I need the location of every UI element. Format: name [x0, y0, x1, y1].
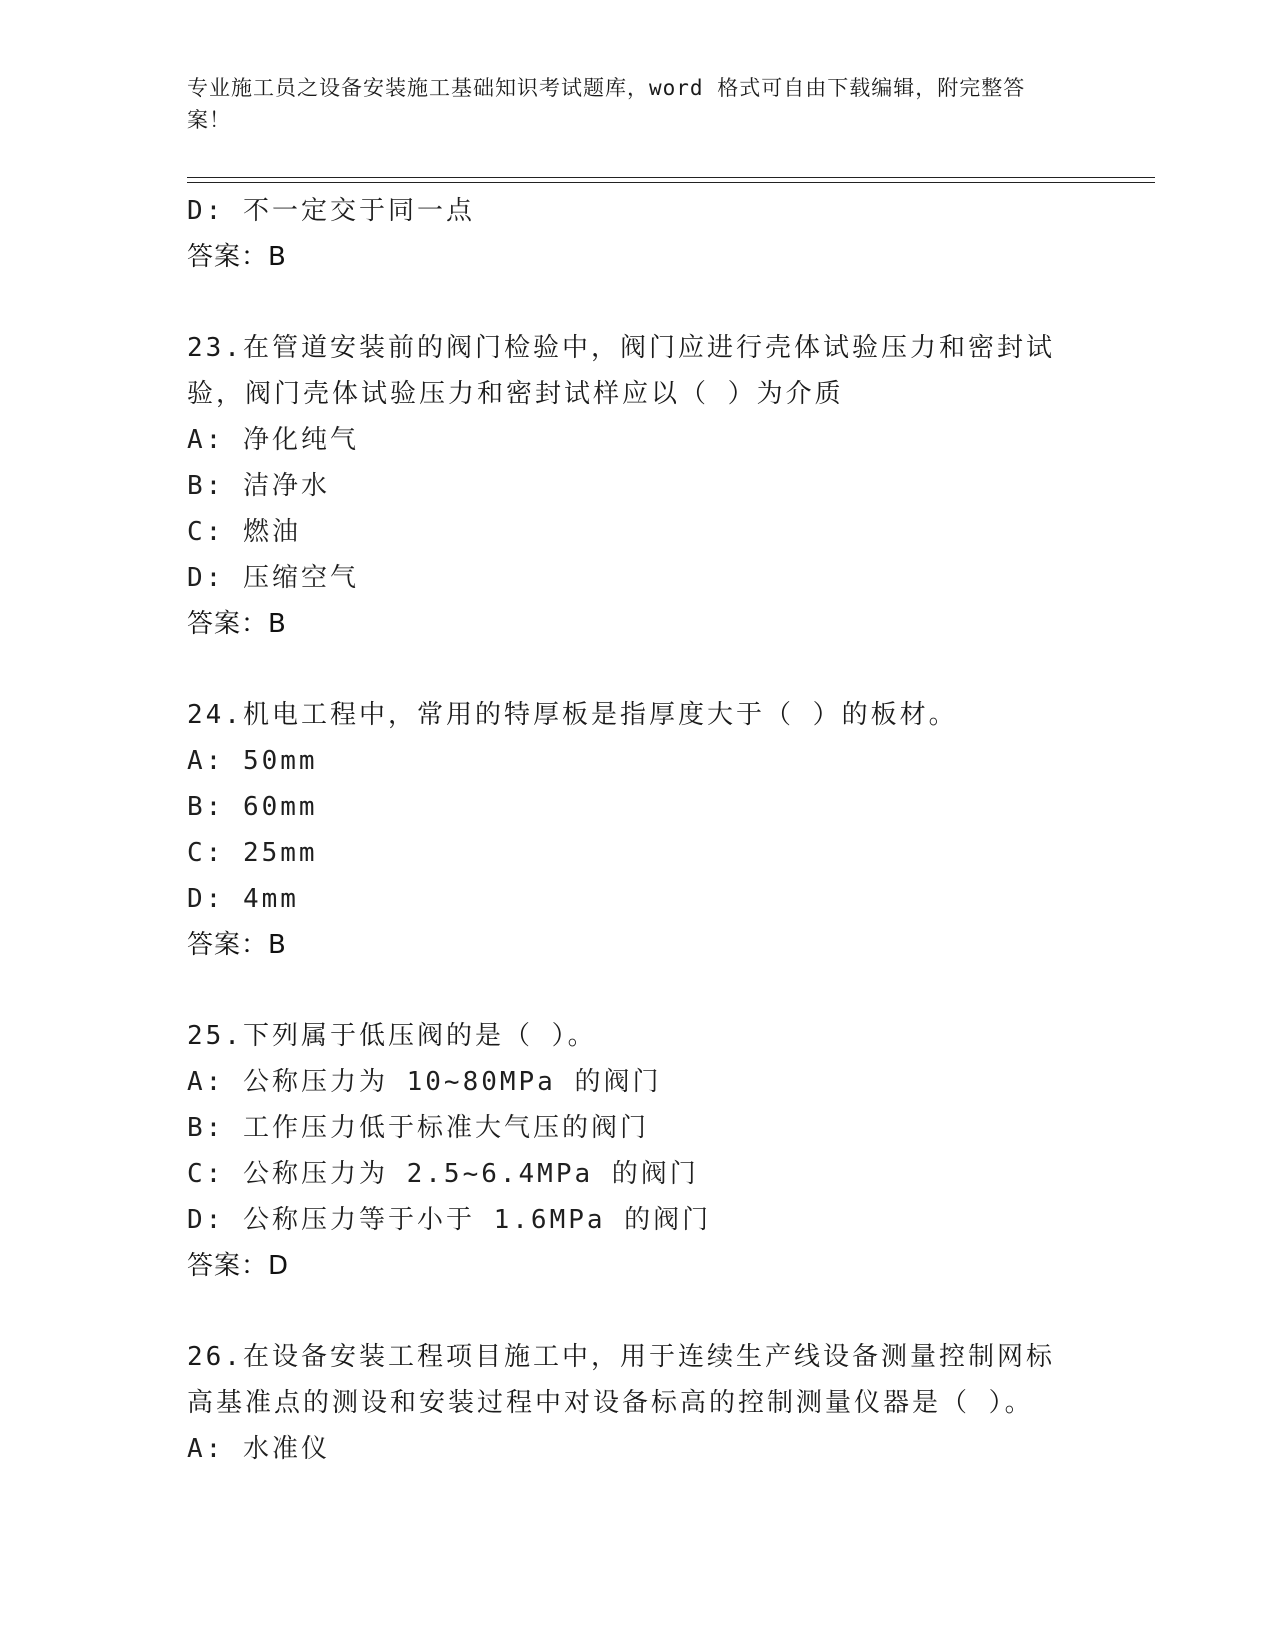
question-23-option-c: C: 燃油: [187, 517, 301, 547]
answer-line: 答案：B: [187, 242, 287, 272]
question-25-option-a: A: 公称压力为 10~80MPa 的阀门: [187, 1067, 662, 1097]
question-25-option-b: B: 工作压力低于标准大气压的阀门: [187, 1113, 649, 1143]
question-23-option-b: B: 洁净水: [187, 471, 330, 501]
question-23-option-a: A: 净化纯气: [187, 425, 359, 455]
question-25-text: 25.下列属于低压阀的是（ ）。: [187, 1021, 597, 1051]
question-26-text: 26.在设备安装工程项目施工中，用于连续生产线设备测量控制网标高基准点的测设和安装过程中对设备标高的控制测量仪器是（ ）。: [187, 1342, 1055, 1418]
question-24-option-a: A: 50mm: [187, 746, 318, 776]
header-divider-bottom: [187, 182, 1155, 183]
question-23-text: 23.在管道安装前的阀门检验中，阀门应进行壳体试验压力和密封试验，阀门壳体试验压力和密封试样应以（ ）为介质: [187, 333, 1055, 409]
question-23-answer: 答案：B: [187, 609, 287, 639]
question-25-option-d: D: 公称压力等于小于 1.6MPa 的阀门: [187, 1205, 712, 1235]
question-24-option-c: C: 25mm: [187, 838, 318, 868]
question-24-answer: 答案：B: [187, 930, 287, 960]
question-25-answer: 答案：D: [187, 1251, 290, 1281]
question-24-option-b: B: 60mm: [187, 792, 318, 822]
spacer: [187, 647, 1087, 692]
question-24-text: 24.机电工程中，常用的特厚板是指厚度大于（ ）的板材。: [187, 700, 958, 730]
document-header: 专业施工员之设备安装施工基础知识考试题库，word 格式可自由下载编辑，附完整答案！: [187, 76, 1026, 132]
spacer: [187, 1289, 1087, 1334]
spacer: [187, 280, 1087, 325]
question-26-option-a: A: 水准仪: [187, 1434, 330, 1464]
option-d: D: 不一定交于同一点: [187, 196, 475, 226]
header-divider-top: [187, 177, 1155, 178]
question-25-option-c: C: 公称压力为 2.5~6.4MPa 的阀门: [187, 1159, 699, 1189]
question-list: [187, 188, 1087, 1472]
question-24-option-d: D: 4mm: [187, 884, 299, 914]
question-23-option-d: D: 压缩空气: [187, 563, 359, 593]
spacer: [187, 968, 1087, 1013]
